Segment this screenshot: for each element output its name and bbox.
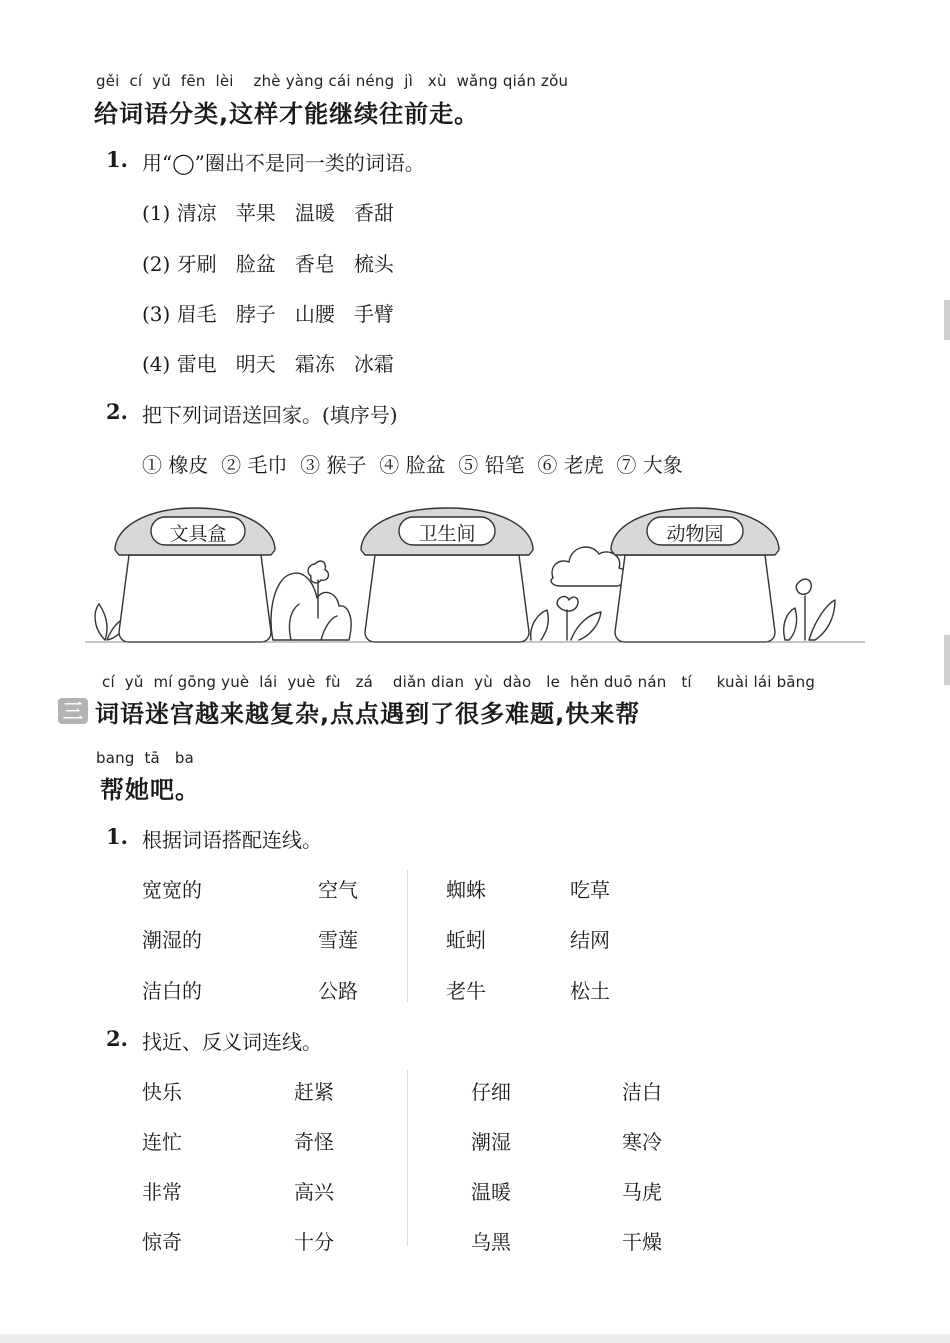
section2-heading: 给词语分类,这样才能继续往前走。 (94, 100, 480, 128)
antonym-word[interactable]: 洁白 (622, 1080, 662, 1104)
synonym-word[interactable]: 惊奇 (142, 1230, 182, 1254)
house-label-stationery: 文具盒 (169, 523, 227, 545)
match-word[interactable]: 吃草 (570, 878, 610, 902)
match-word[interactable]: 蜘蛛 (446, 878, 486, 902)
s3-q1-number: 1. (106, 824, 128, 849)
q1-row-4[interactable]: (4) 雷电 明天 霜冻 冰霜 (142, 352, 394, 376)
antonym-word[interactable]: 寒冷 (622, 1130, 662, 1154)
synonym-word[interactable]: 非常 (142, 1180, 182, 1204)
flower-icon (531, 597, 601, 640)
page-bottom-edge (0, 1334, 950, 1343)
bush-icon (271, 561, 351, 640)
page-edge-mark (944, 300, 950, 340)
match-word[interactable]: 潮湿的 (142, 928, 202, 952)
q1-row-1[interactable]: (1) 清凉 苹果 温暖 香甜 (142, 201, 394, 225)
section3-heading-line1: 词语迷宫越来越复杂,点点遇到了很多难题,快来帮 (95, 700, 641, 728)
antonym-word[interactable]: 干燥 (622, 1230, 662, 1254)
q2-number: 2. (106, 399, 128, 424)
match-word[interactable]: 空气 (318, 878, 358, 902)
plant-icon (784, 579, 835, 640)
q2-word-options: ① 橡皮 ② 毛巾 ③ 猴子 ④ 脸盆 ⑤ 铅笔 ⑥ 老虎 ⑦ 大象 (142, 453, 683, 477)
section-number-badge: 三 (58, 698, 88, 724)
match-word[interactable]: 老牛 (446, 979, 486, 1003)
synonym-word[interactable]: 十分 (294, 1230, 334, 1254)
synonym-word[interactable]: 快乐 (142, 1080, 182, 1104)
s3-q2-number: 2. (106, 1026, 128, 1051)
s3-q1-instruction: 根据词语搭配连线。 (142, 828, 322, 852)
q1-number: 1. (106, 147, 128, 172)
section3-pinyin-line1: cí yǔ mí gōng yuè lái yuè fù zá diǎn dian yù dào le hěn duō nán tí kuài lái bāng (102, 673, 816, 691)
q1-instruction: 用“◯”圈出不是同一类的词语。 (142, 151, 425, 175)
page-edge-mark (944, 635, 950, 685)
synonym-word[interactable]: 奇怪 (294, 1130, 334, 1154)
q1-row-3[interactable]: (3) 眉毛 脖子 山腰 手臂 (142, 302, 394, 326)
s3-q2-instruction: 找近、反义词连线。 (142, 1030, 322, 1054)
match-word[interactable]: 洁白的 (142, 979, 202, 1003)
section3-pinyin-line2: bang tā ba (96, 749, 194, 767)
match-word[interactable]: 松土 (570, 979, 610, 1003)
antonym-word[interactable]: 温暖 (471, 1180, 511, 1204)
synonym-word[interactable]: 赶紧 (294, 1080, 334, 1104)
antonym-word[interactable]: 乌黑 (471, 1230, 511, 1254)
match-word[interactable]: 雪莲 (318, 928, 358, 952)
column-divider (407, 870, 408, 1002)
match-word[interactable]: 蚯蚓 (446, 928, 486, 952)
column-divider (407, 1070, 408, 1246)
house-label-zoo: 动物园 (666, 523, 724, 545)
antonym-word[interactable]: 马虎 (622, 1180, 662, 1204)
synonym-word[interactable]: 高兴 (294, 1180, 334, 1204)
match-word[interactable]: 公路 (318, 979, 358, 1003)
house-label-bathroom: 卫生间 (418, 523, 476, 545)
match-word[interactable]: 宽宽的 (142, 878, 202, 902)
q2-instruction: 把下列词语送回家。(填序号) (142, 403, 398, 427)
section3-heading-line2: 帮她吧。 (100, 776, 200, 804)
q1-row-2[interactable]: (2) 牙刷 脸盆 香皂 梳头 (142, 252, 394, 276)
synonym-word[interactable]: 连忙 (142, 1130, 182, 1154)
antonym-word[interactable]: 仔细 (471, 1080, 511, 1104)
antonym-word[interactable]: 潮湿 (471, 1130, 511, 1154)
match-word[interactable]: 结网 (570, 928, 610, 952)
section2-pinyin: gěi cí yǔ fēn lèi zhè yàng cái néng jì xù wǎng qián zǒu (96, 72, 569, 90)
